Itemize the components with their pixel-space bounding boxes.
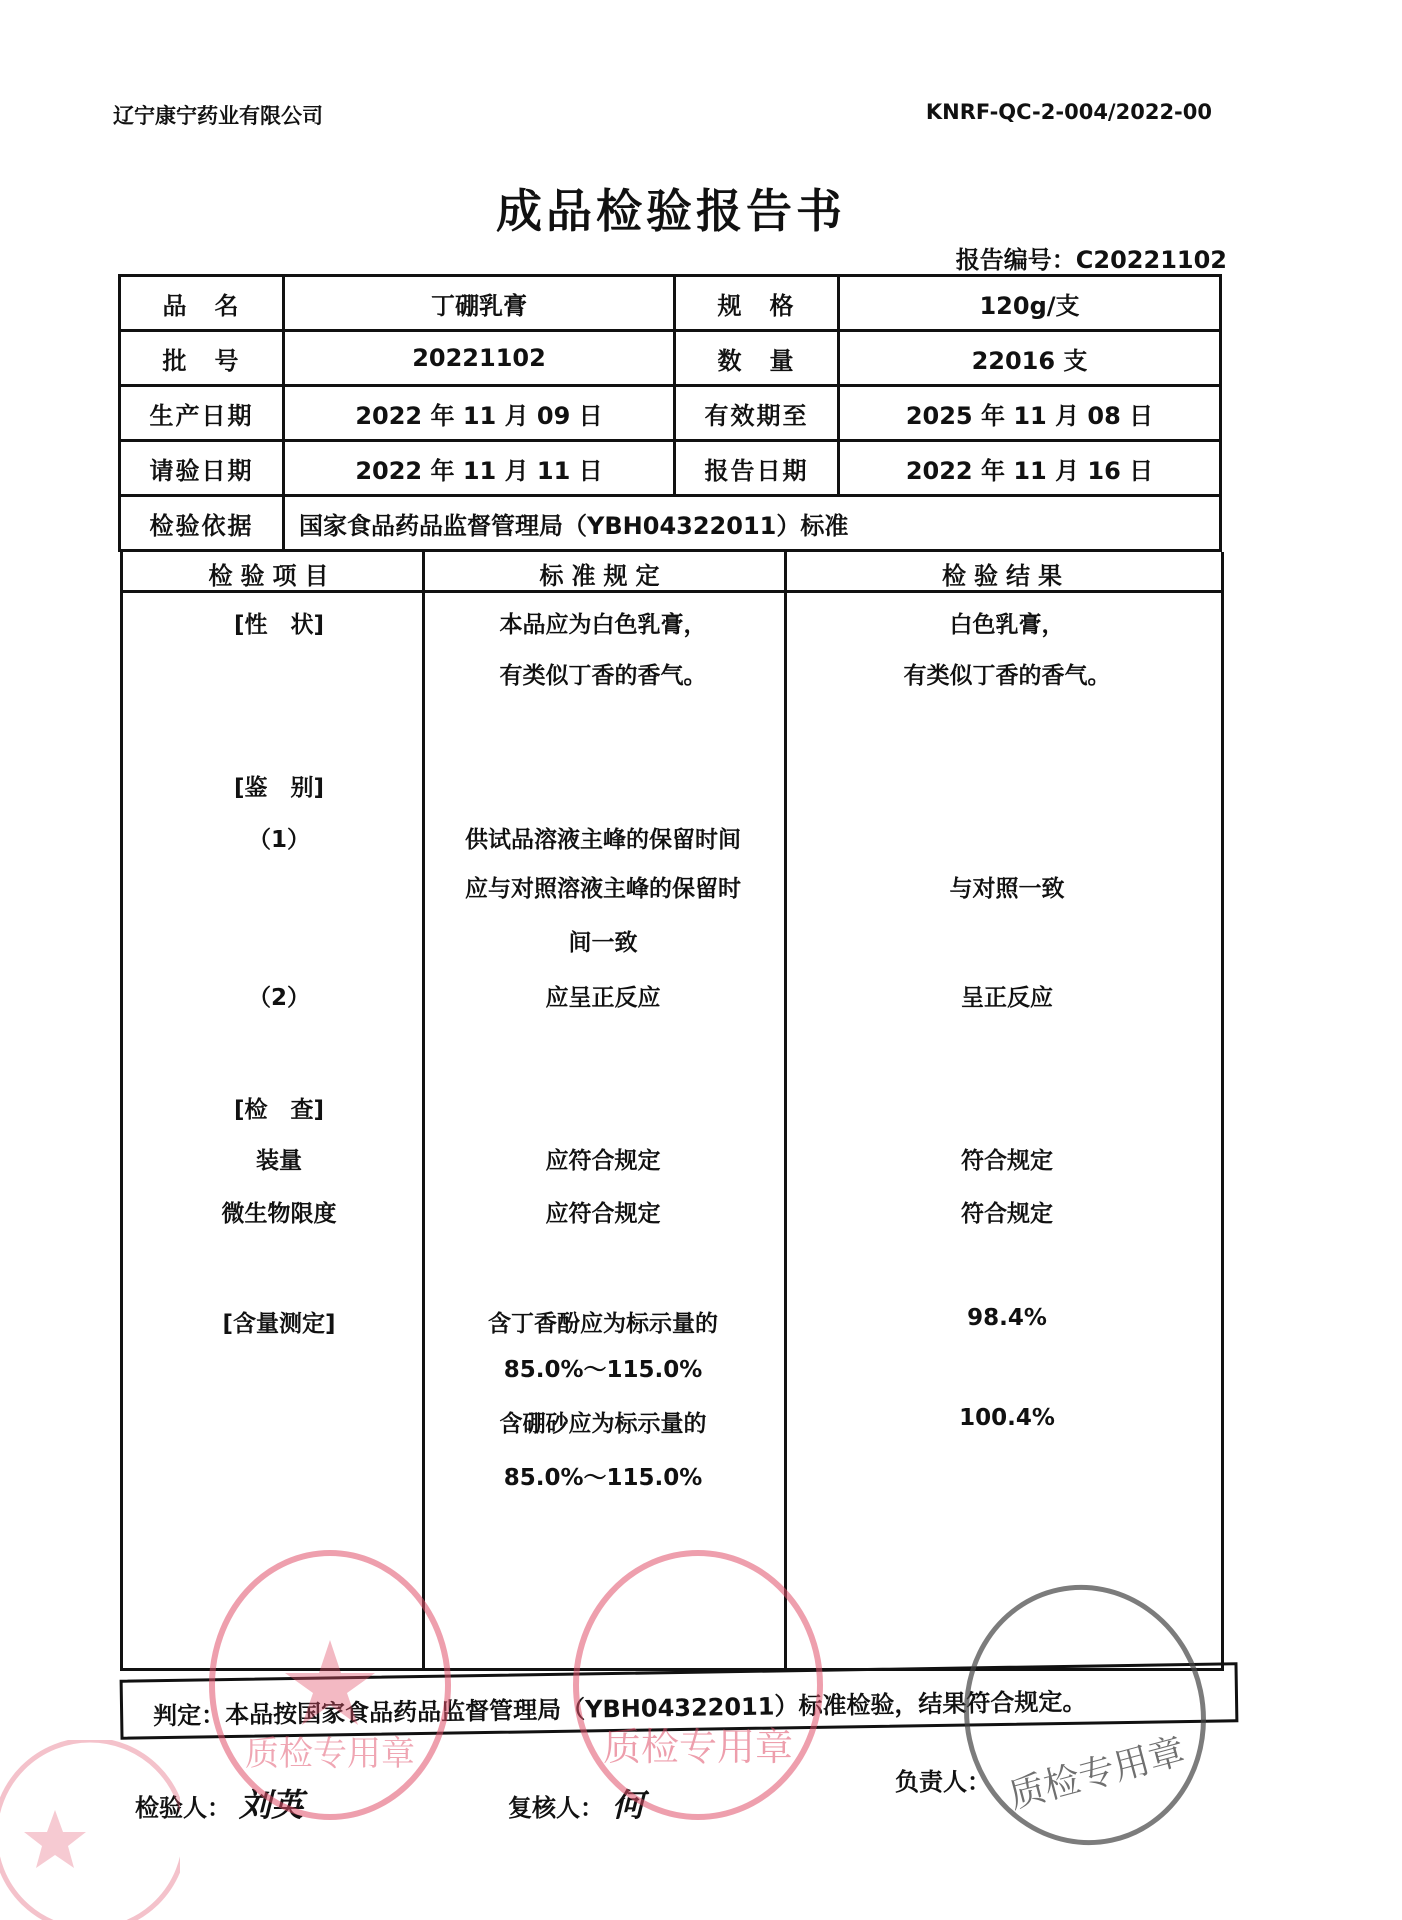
batch-value: 20221102 — [284, 331, 675, 386]
row-item: [含量测定] — [222, 1311, 336, 1337]
row-res: 白色乳膏， — [949, 612, 1065, 638]
qty-label: 数 量 — [675, 331, 839, 386]
row-res: 符合规定 — [961, 1201, 1053, 1227]
rep-value: 2022 年 11 月 16 日 — [839, 441, 1221, 496]
company-name: 辽宁康宁药业有限公司 — [113, 104, 323, 128]
reviewer-name: 何 — [612, 1786, 645, 1824]
spec-value: 120g/支 — [839, 276, 1221, 331]
row-res: 呈正反应 — [961, 985, 1053, 1011]
spec-label: 规 格 — [675, 276, 839, 331]
row-item: （1） — [247, 827, 311, 853]
svg-text:质检专用章: 质检专用章 — [1004, 1730, 1190, 1817]
row-item: 微生物限度 — [221, 1201, 337, 1227]
results-table — [120, 552, 1224, 1671]
company-stamp-1 — [200, 1545, 470, 1845]
manager-label: 负责人： — [895, 1768, 991, 1796]
col-header-result: 检验结果 — [942, 562, 1070, 590]
document-code: KNRF-QC-2-004/2022-00 — [925, 100, 1212, 124]
company-stamp-2 — [560, 1545, 840, 1845]
exp-label: 有效期至 — [675, 386, 839, 441]
row-res: 与对照一致 — [949, 876, 1065, 902]
row-res: 有类似丁香的香气。 — [903, 663, 1111, 689]
row-std: 85.0%～115.0% — [503, 1465, 703, 1491]
row-res: 100.4% — [959, 1405, 1055, 1431]
row-item: （2） — [247, 985, 311, 1011]
req-label: 请验日期 — [120, 441, 284, 496]
inspector-label: 检验人： — [135, 1794, 231, 1822]
rep-label: 报告日期 — [675, 441, 839, 496]
info-table — [118, 274, 1222, 552]
row-std: 应符合规定 — [545, 1201, 661, 1227]
product-value: 丁硼乳膏 — [284, 276, 675, 331]
req-value: 2022 年 11 月 11 日 — [284, 441, 675, 496]
inspector-name: 刘英 — [239, 1786, 304, 1824]
mfg-value: 2022 年 11 月 09 日 — [284, 386, 675, 441]
company-stamp-3 — [950, 1570, 1230, 1870]
row-std: 本品应为白色乳膏， — [499, 612, 707, 638]
row-std: 含丁香酚应为标示量的 — [488, 1311, 718, 1337]
basis-value: 国家食品药品监督管理局（YBH04322011）标准 — [284, 496, 1221, 551]
svg-text:质检专用章: 质检专用章 — [245, 1734, 415, 1774]
judgment: 判定：本品按国家食品药品监督管理局（YBH04322011）标准检验，结果符合规定。 — [120, 1662, 1239, 1740]
row-item: [鉴 别] — [233, 775, 325, 801]
svg-text:质检专用章: 质检专用章 — [602, 1725, 794, 1769]
distributor-stamp — [0, 1740, 180, 1920]
qty-value: 22016 支 — [839, 331, 1221, 386]
row-std: 应符合规定 — [545, 1148, 661, 1174]
row-std: 供试品溶液主峰的保留时间 — [465, 827, 741, 853]
row-std: 含硼砂应为标示量的 — [499, 1411, 707, 1437]
col-header-item: 检验项目 — [208, 562, 337, 590]
row-item: 装量 — [256, 1148, 302, 1174]
exp-value: 2025 年 11 月 08 日 — [839, 386, 1221, 441]
row-std: 应呈正反应 — [545, 985, 661, 1011]
row-res: 98.4% — [967, 1305, 1047, 1331]
product-label: 品 名 — [120, 276, 284, 331]
batch-label: 批 号 — [120, 331, 284, 386]
page-title: 成品检验报告书 — [496, 184, 846, 238]
mfg-label: 生产日期 — [120, 386, 284, 441]
basis-label: 检验依据 — [120, 496, 284, 551]
row-std: 有类似丁香的香气。 — [499, 663, 707, 689]
row-res: 符合规定 — [961, 1148, 1053, 1174]
col-header-standard: 标准规定 — [539, 562, 668, 590]
row-item: [检 查] — [233, 1097, 325, 1123]
row-item: [性 状] — [233, 612, 325, 638]
row-std: 应与对照溶液主峰的保留时 — [465, 876, 741, 902]
row-std: 85.0%～115.0% — [503, 1357, 703, 1383]
row-std: 间一致 — [568, 930, 638, 956]
reviewer-label: 复核人： — [508, 1794, 604, 1822]
report-number: 报告编号：C20221102 — [955, 246, 1227, 274]
